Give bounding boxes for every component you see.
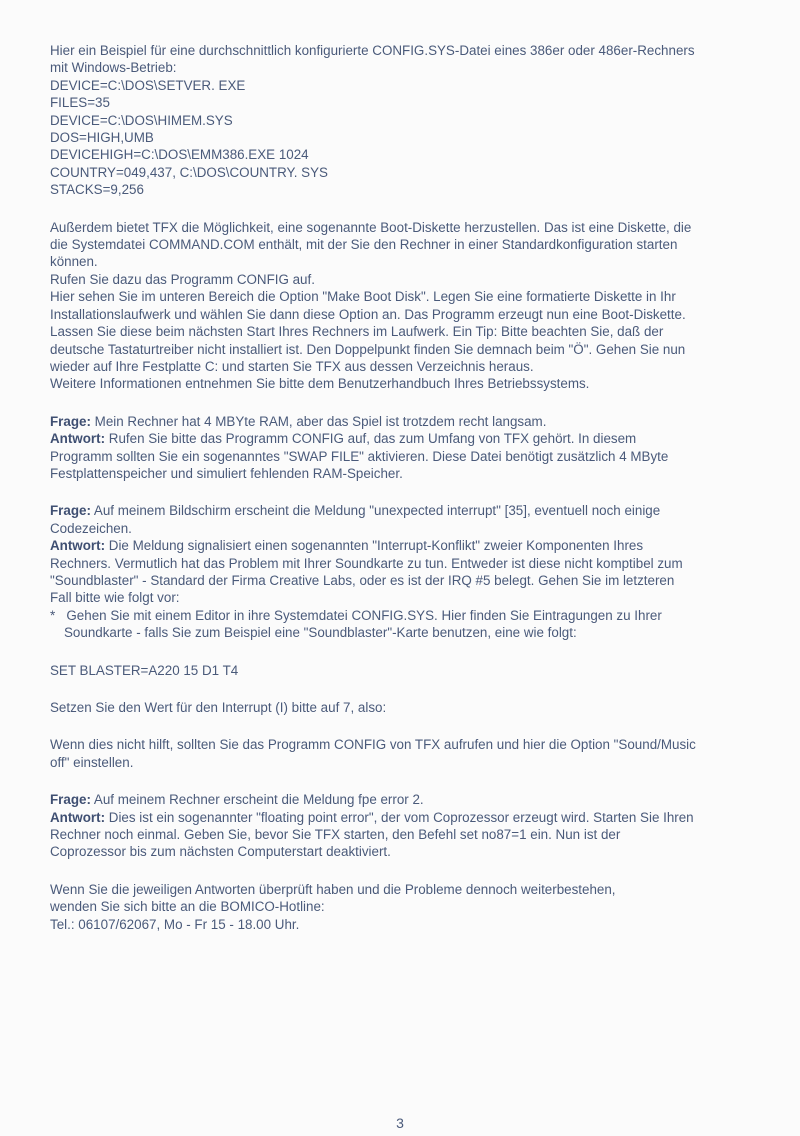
boot-line: Hier sehen Sie im unteren Bereich die Option "Make Boot Disk". Legen Sie eine formatierte Diskette in Ihr [50,289,676,305]
answer-line [50,537,760,554]
sound-hint-line: off" einstellen. [50,754,134,770]
answer-line: Fall bitte wie folgt vor: [50,590,180,606]
question-label: Frage: [50,503,91,519]
boot-line: Rufen Sie dazu das Programm CONFIG auf. [50,271,315,287]
boot-line: die Systemdatei COMMAND.COM enthält, mit der Sie den Rechner in einer Standardkonfiguration starten [50,237,678,253]
boot-line: Lassen Sie diese beim nächsten Start Ihres Rechners im Laufwerk. Ein Tip: Bitte beachten Sie, daß der [50,324,664,340]
boot-line: deutsche Tastaturtreiber nicht installiert ist. Den Doppelpunkt finden Sie demnach beim "Ö". Gehen Sie nun [50,341,686,357]
sound-hint-line: Wenn dies nicht hilft, sollten Sie das Programm CONFIG von TFX aufrufen und hier die Option "Sound/Music [50,737,696,753]
question-label: Frage: [50,792,91,808]
faq-ram [50,413,760,483]
answer-line: Rechners. Vermutlich hat das Problem mit Ihrer Soundkarte zu tun. Entweder ist diese nicht komptibel zum [50,555,683,571]
boot-line: Außerdem bietet TFX die Möglichkeit, eine sogenannte Boot-Diskette herzustellen. Das ist eine Diskette, die [50,219,692,235]
page-number: 3 [396,1115,404,1131]
faq-fpe [50,791,760,861]
answer-line [50,809,760,826]
question-line [50,413,760,430]
config-line: STACKS=9,256 [50,182,144,198]
answer-line: Festplattenspeicher und simuliert fehlenden RAM-Speicher. [50,465,403,481]
closing-paragraph [50,881,760,933]
boot-disk-paragraph [50,219,760,393]
interrupt-hint: Setzen Sie den Wert für den Interrupt (I) bitte auf 7, also: [50,700,387,715]
config-sys-example [50,77,760,199]
answer-text: Die Meldung signalisiert einen sogenannten "Interrupt-Konflikt" zweier Komponenten Ihres [108,538,644,554]
bullet-continuation: Soundkarte - falls Sie zum Beispiel eine "Soundblaster"-Karte benutzen, eine wie folgt: [64,625,577,641]
intro-line: mit Windows-Betrieb: [50,60,177,76]
bullet-marker: * [50,607,56,623]
answer-line: Programm sollten Sie ein sogenanntes "SWAP FILE" aktivieren. Diese Datei benötigt zusätzlich 4 MByte [50,448,669,464]
sound-hint-paragraph [50,736,760,771]
answer-line [50,430,760,447]
hotline-line: Tel.: 06107/62067, Mo - Fr 15 - 18.00 Uhr. [50,916,300,932]
set-blaster-line: SET BLASTER=A220 15 D1 T4 [50,662,239,678]
question-text: Auf meinem Bildschirm erscheint die Meldung "unexpected interrupt" [35], eventuell noch einige [93,503,661,519]
answer-label: Antwort: [50,538,106,554]
closing-line: Wenn Sie die jeweiligen Antworten überprüft haben und die Probleme dennoch weiterbestehen, [50,881,616,897]
question-text: Auf meinem Rechner erscheint die Meldung fpe error 2. [93,792,424,808]
config-line: FILES=35 [50,95,110,111]
question-text: Mein Rechner hat 4 MBYte RAM, aber das Spiel ist trotzdem recht langsam. [94,413,547,429]
answer-text: Rufen Sie bitte das Programm CONFIG auf, das zum Umfang von TFX gehört. In diesem [108,431,637,447]
closing-line: wenden Sie sich bitte an die BOMICO-Hotline: [50,899,325,915]
faq-interrupt [50,502,760,641]
answer-label: Antwort: [50,431,106,447]
config-line: COUNTRY=049,437, C:\DOS\COUNTRY. SYS [50,164,328,180]
intro-paragraph [50,42,760,77]
document-body [50,42,760,933]
config-line: DEVICEHIGH=C:\DOS\EMM386.EXE 1024 [50,147,309,163]
answer-line: "Soundblaster" - Standard der Firma Creative Labs, oder es ist der IRQ #5 belegt. Gehen Sie im letzteren [50,572,675,588]
answer-line: Rechner noch einmal. Geben Sie, bevor Sie TFX starten, den Befehl set no87=1 ein. Nun ist der [50,827,621,843]
bullet-text: Gehen Sie mit einem Editor in ihre Systemdatei CONFIG.SYS. Hier finden Sie Eintragungen zu Ihrer [66,607,662,623]
boot-line: Installationslaufwerk und wählen Sie dann diese Option an. Das Programm erzeugt nun eine Boot-Diskette. [50,306,686,322]
intro-line: Hier ein Beispiel für eine durchschnittlich konfigurierte CONFIG.SYS-Datei eines 386er oder 486er-Rechners [50,43,695,58]
config-line: DEVICE=C:\DOS\HIMEM.SYS [50,112,233,128]
config-line: DOS=HIGH,UMB [50,130,154,146]
boot-line: Weitere Informationen entnehmen Sie bitte dem Benutzerhandbuch Ihres Betriebssystems. [50,376,590,392]
answer-label: Antwort: [50,809,106,825]
question-label: Frage: [50,413,91,429]
question-line [50,502,760,519]
boot-line: können. [50,254,98,270]
answer-line: Coprozessor bis zum nächsten Computerstart deaktiviert. [50,844,391,860]
config-line: DEVICE=C:\DOS\SETVER. EXE [50,77,246,93]
question-line: Codezeichen. [50,520,132,536]
question-line [50,791,760,808]
answer-text: Dies ist ein sogenannter "floating point error", der vom Coprozessor erzeugt wird. Starten Sie Ihren [108,809,694,825]
bullet-item [50,607,760,624]
boot-line: wieder auf Ihre Festplatte C: und starten Sie TFX aus dessen Verzeichnis heraus. [50,358,534,374]
